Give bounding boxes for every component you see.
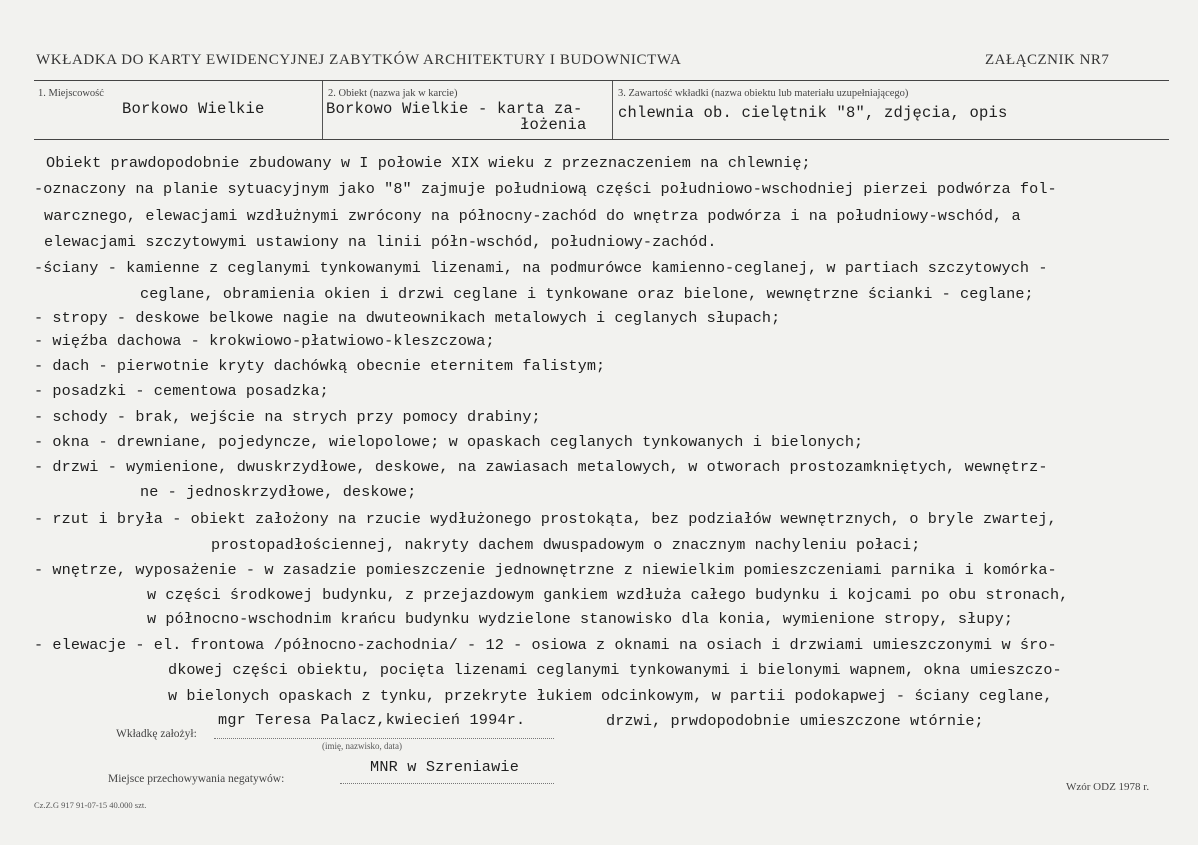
description-line: w północno-wschodnim krańcu budynku wydzielone stanowisko dla konia, wymienione stropy, słupy; <box>147 610 1014 628</box>
storage-value: MNR w Szreniawie <box>370 758 520 776</box>
description-line: - posadzki - cementowa posadzka; <box>34 382 329 400</box>
description-line: w bielonych opaskach z tynku, przekryte łukiem odcinkowym, w partii podokapwej - ściany ceglane, <box>168 687 1053 705</box>
description-line: -ściany - kamienne z ceglanymi tynkowanymi lizenami, na podmurówce kamienno-ceglanej, w partiach szczytowych - <box>34 259 1048 277</box>
author-dotted-line <box>214 738 554 739</box>
description-line: - stropy - deskowe belkowe nagie na dwuteownikach metalowych i ceglanych słupach; <box>34 309 781 327</box>
table-divider-2 <box>612 81 613 139</box>
description-line: - drzwi - wymienione, dwuskrzydłowe, deskowe, na zawiasach metalowych, w otworach prostozamkniętych, wewnętrz- <box>34 458 1048 476</box>
contents-value: chlewnia ob. cielętnik "8", zdjęcia, opis <box>618 104 1008 122</box>
contents-label: 3. Zawartość wkładki (nazwa obiektu lub materiału uzupełniającego) <box>618 88 909 99</box>
table-divider-1 <box>322 81 323 139</box>
object-value-line-2: łożenia <box>520 116 587 134</box>
storage-label: Miejsce przechowywania negatywów: <box>108 773 285 785</box>
print-code: Cz.Z.G 917 91-07-15 40.000 szt. <box>34 800 147 810</box>
description-line: dkowej części obiektu, pocięta lizenami ceglanymi tynkowanymi i bielonymi wapnem, okna umieszczo- <box>168 661 1062 679</box>
locality-value: Borkowo Wielkie <box>122 100 265 118</box>
object-value-line-1: Borkowo Wielkie - karta za- <box>326 100 583 118</box>
description-line: - elewacje - el. frontowa /północno-zachodnia/ - 12 - osiowa z oknami na osiach i drzwiami umieszczonymi w śro- <box>34 636 1057 654</box>
object-label: 2. Obiekt (nazwa jak w karcie) <box>328 88 458 99</box>
description-line: - rzut i bryła - obiekt założony na rzucie wydłużonego prostokąta, bez podziałów wewnętrznych, o bryle zwartej, <box>34 510 1057 528</box>
description-line: - dach - pierwotnie kryty dachówką obecnie eternitem falistym; <box>34 357 606 375</box>
description-line: - więźba dachowa - krokwiowo-płatwiowo-kleszczowa; <box>34 332 495 350</box>
attachment-number: ZAŁĄCZNIK NR7 <box>985 52 1110 68</box>
description-line: ne - jednoskrzydłowe, deskowe; <box>140 483 417 501</box>
description-line: elewacjami szczytowymi ustawiony na linii półn-wschód, południowy-zachód. <box>44 233 717 251</box>
author-value: mgr Teresa Palacz,kwiecień 1994r. <box>218 711 526 729</box>
storage-dotted-line <box>340 783 554 784</box>
description-line: - wnętrze, wyposażenie - w zasadzie pomieszczenie jednownętrzne z niewielkim pomieszczeniami parnika i komórka- <box>34 561 1057 579</box>
description-line: Obiekt prawdopodobnie zbudowany w I połowie XIX wieku z przeznaczeniem na chlewnię; <box>46 154 811 172</box>
model-number: Wzór ODZ 1978 r. <box>1066 781 1150 793</box>
description-line: - schody - brak, wejście na strych przy pomocy drabiny; <box>34 408 541 426</box>
table-bottom-rule <box>34 139 1169 140</box>
author-hint: (imię, nazwisko, data) <box>322 741 402 751</box>
author-label: Wkładkę założył: <box>116 728 197 740</box>
description-line: -oznaczony na planie sytuacyjnym jako "8" zajmuje południową części południowo-wschodniej pierzei podwórza fol- <box>34 180 1057 198</box>
locality-label: 1. Miejscowość <box>38 88 104 99</box>
table-top-rule <box>34 80 1169 81</box>
description-line: prostopadłościennej, nakryty dachem dwuspadowym o znacznym nachyleniu połaci; <box>211 536 921 554</box>
description-line: ceglane, obramienia okien i drzwi ceglane i tynkowane oraz bielone, wewnętrzne ścianki - ceglane; <box>140 285 1034 303</box>
description-line: drzwi, prwdopodobnie umieszczone wtórnie; <box>606 712 984 730</box>
description-line: - okna - drewniane, pojedyncze, wielopolowe; w opaskach ceglanych tynkowanych i bielonych; <box>34 433 864 451</box>
form-title: WKŁADKA DO KARTY EWIDENCYJNEJ ZABYTKÓW ARCHITEKTURY I BUDOWNICTWA <box>36 52 682 68</box>
description-line: w części środkowej budynku, z przejazdowym gankiem wzdłuża całego budynku i kojcami po obu stronach, <box>147 586 1069 604</box>
description-line: warcznego, elewacjami wzdłużnymi zwrócony na północny-zachód do wnętrza podwórza i na południowy-wschód, a <box>44 207 1021 225</box>
